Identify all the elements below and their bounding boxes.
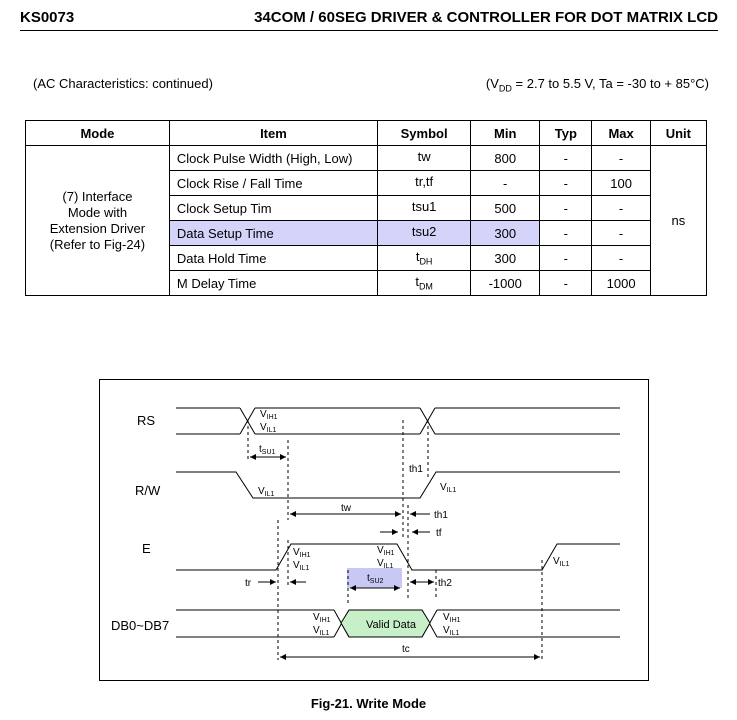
symbol-cell: tsu2 bbox=[377, 221, 470, 246]
symbol-cell: tw bbox=[377, 146, 470, 171]
symbol-cell: tr,tf bbox=[377, 171, 470, 196]
min-cell: -1000 bbox=[471, 271, 540, 296]
typ-cell: - bbox=[540, 146, 592, 171]
max-cell: - bbox=[592, 221, 650, 246]
item-cell: Clock Rise / Fall Time bbox=[169, 171, 377, 196]
tw-label: tw bbox=[341, 503, 351, 514]
col-header-max: Max bbox=[592, 121, 650, 146]
e-vih1-label-b: $V_{IH1}$ bbox=[377, 545, 395, 557]
signal-label-rs: RS bbox=[137, 413, 156, 428]
max-cell: - bbox=[592, 146, 650, 171]
item-cell: Data Hold Time bbox=[169, 246, 377, 271]
rs-vih1-label-a: $V_{IH1}$ bbox=[260, 409, 278, 421]
db-vil1-label-a: $V_{IL1}$ bbox=[313, 625, 330, 637]
min-cell: 500 bbox=[471, 196, 540, 221]
symbol-cell: tsu1 bbox=[377, 196, 470, 221]
tc-label: tc bbox=[402, 644, 410, 655]
min-cell: 300 bbox=[471, 221, 540, 246]
typ-cell: - bbox=[540, 196, 592, 221]
typ-cell: - bbox=[540, 221, 592, 246]
symbol-cell: $t_{DM}$ bbox=[377, 271, 470, 296]
mode-cell: (7) Interface Mode with Extension Driver (Refer to Fig-24) bbox=[26, 146, 170, 296]
signal-label-rw: R/W bbox=[135, 483, 161, 498]
db-vih1-label-b: $V_{IH1}$ bbox=[443, 612, 461, 624]
typ-cell: - bbox=[540, 271, 592, 296]
col-header-unit: Unit bbox=[650, 121, 706, 146]
rw-vil1-label: $V_{IL1}$ bbox=[258, 486, 275, 498]
rw-vil1-label-b: $V_{IL1}$ bbox=[440, 482, 457, 494]
min-cell: 300 bbox=[471, 246, 540, 271]
typ-cell: - bbox=[540, 246, 592, 271]
signal-label-e: E bbox=[142, 541, 151, 556]
item-cell: M Delay Time bbox=[169, 271, 377, 296]
e-vil1-label: $V_{IL1}$ bbox=[293, 560, 310, 572]
col-header-min: Min bbox=[471, 121, 540, 146]
min-cell: - bbox=[471, 171, 540, 196]
db-vih1-label-a: $V_{IH1}$ bbox=[313, 612, 331, 624]
ac-note: (AC Characteristics: continued) bbox=[33, 76, 213, 91]
rw-waveform bbox=[176, 472, 620, 498]
conditions-note: ($V_{DD} = 2.7$ to 5.5 V, Ta = -30 to + 85°C) bbox=[485, 76, 709, 94]
item-cell: Clock Pulse Width (High, Low) bbox=[169, 146, 377, 171]
col-header-item: Item bbox=[169, 121, 377, 146]
db-vil1-label-b: $V_{IL1}$ bbox=[443, 625, 460, 637]
th1-top-label: th1 bbox=[409, 464, 423, 475]
tsu1-label: $t_{SU1}$ bbox=[259, 444, 276, 456]
e-vil1-label-c: $V_{IL1}$ bbox=[553, 556, 570, 568]
item-cell: Clock Setup Tim bbox=[169, 196, 377, 221]
min-cell: 800 bbox=[471, 146, 540, 171]
rs-waveform bbox=[176, 408, 620, 434]
col-header-typ: Typ bbox=[540, 121, 592, 146]
max-cell: 1000 bbox=[592, 271, 650, 296]
col-header-mode: Mode bbox=[26, 121, 170, 146]
th1-label: th1 bbox=[434, 510, 448, 521]
tr-label: tr bbox=[245, 578, 252, 589]
col-header-symbol: Symbol bbox=[377, 121, 470, 146]
rs-vil1-label-a: $V_{IL1}$ bbox=[260, 422, 277, 434]
max-cell: 100 bbox=[592, 171, 650, 196]
document-title: 34COM / 60SEG DRIVER & CONTROLLER FOR DOT MATRIX LCD bbox=[254, 9, 718, 26]
typ-cell: - bbox=[540, 171, 592, 196]
e-vih1-label: $V_{IH1}$ bbox=[293, 547, 311, 559]
valid-data-label: Valid Data bbox=[366, 619, 416, 631]
max-cell: - bbox=[592, 246, 650, 271]
max-cell: - bbox=[592, 196, 650, 221]
th2-label: th2 bbox=[438, 578, 452, 589]
signal-label-db: DB0~DB7 bbox=[111, 618, 170, 633]
chip-id: KS0073 bbox=[20, 9, 75, 26]
symbol-cell: $t_{DH}$ bbox=[377, 246, 470, 271]
e-vil1-label-b: $V_{IL1}$ bbox=[377, 558, 394, 570]
tsu2-label: $t_{SU2}$ bbox=[367, 573, 384, 585]
item-cell: Data Setup Time bbox=[169, 221, 377, 246]
figure-caption: Fig-21. Write Mode bbox=[310, 696, 427, 711]
tf-label: tf bbox=[436, 528, 442, 539]
unit-cell: ns bbox=[650, 146, 706, 296]
